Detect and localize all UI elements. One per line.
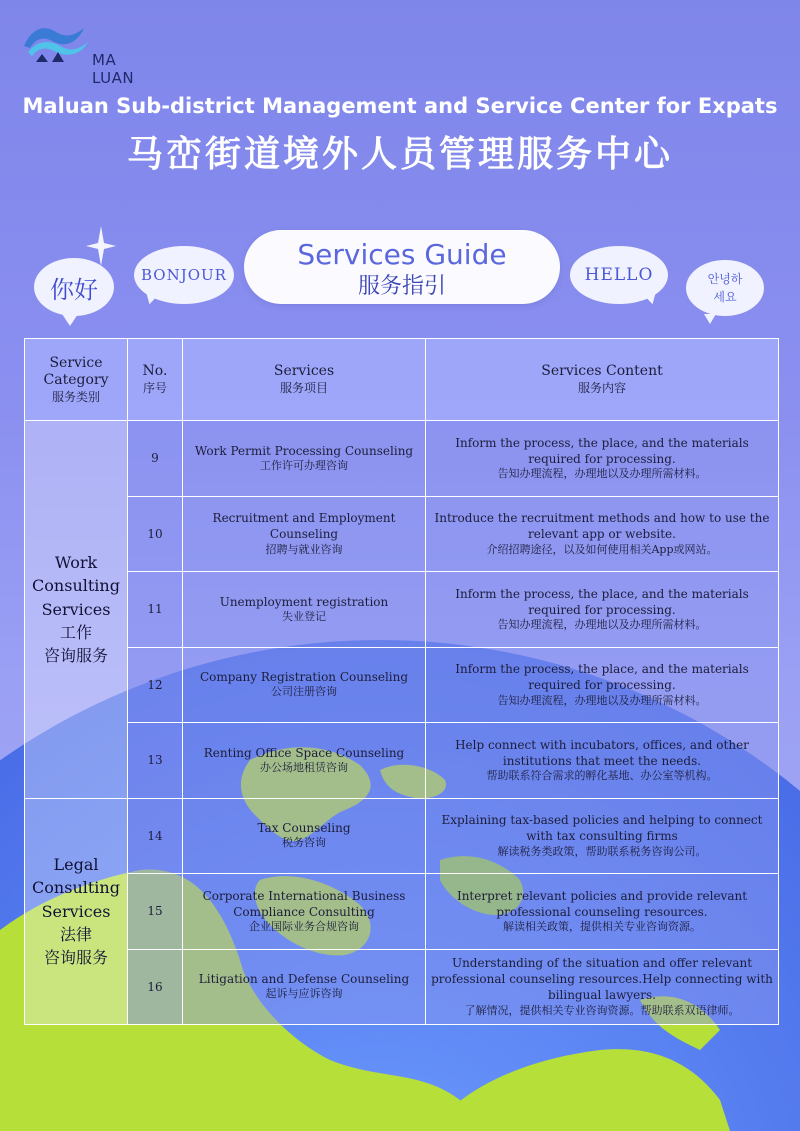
service-name-en: Corporate International Business Compliance Consulting [202, 888, 406, 919]
service-name-en: Work Permit Processing Counseling [194, 443, 414, 458]
service-content [426, 798, 779, 874]
category-line: Consulting [32, 878, 120, 898]
header-category-cn: 服务类别 [51, 389, 100, 404]
table-row [25, 723, 779, 799]
category-work-consulting [25, 421, 128, 799]
service-name-en: Tax Counseling [257, 821, 351, 836]
service-content [426, 421, 779, 497]
header-services-en: Services [273, 363, 335, 380]
header-no-cn: 序号 [142, 380, 167, 395]
greeting-nihao-text: 你好 [50, 275, 98, 304]
row-number: 14 [128, 798, 183, 874]
header-content-en: Services Content [541, 363, 663, 380]
service-name-en: Litigation and Defense Counseling [198, 972, 410, 987]
service-name-cn: 工作许可办理咨询 [260, 458, 348, 472]
greeting-hello-text: HELLO [584, 265, 654, 285]
service-name [183, 723, 426, 799]
service-name-cn: 起诉与应诉咨询 [265, 987, 343, 1001]
category-line: Services [41, 599, 111, 619]
header-content-cn: 服务内容 [577, 380, 626, 395]
greeting-bubble-bonjour [134, 246, 234, 304]
table-row [25, 949, 779, 1025]
service-content-cn: 告知办理流程，办理地以及办理所需材料。 [497, 618, 707, 632]
service-content-en: Interpret relevant policies and provide relevant professional counseling resources. [456, 888, 748, 919]
row-number: 10 [128, 496, 183, 572]
service-name-cn: 失业登记 [282, 609, 326, 623]
service-name-en: Company Registration Counseling [199, 670, 409, 685]
service-content-en: Understanding of the situation and offer relevant professional counseling resources.Help connecting with bilingual lawyers. [431, 956, 773, 1003]
service-name [183, 647, 426, 723]
service-name [183, 874, 426, 950]
category-line: Work [54, 553, 98, 573]
service-content-en: Inform the process, the place, and the materials required for processing. [455, 586, 749, 617]
service-content [426, 572, 779, 648]
service-name [183, 798, 426, 874]
service-name-en: Recruitment and Employment Counseling [212, 511, 396, 542]
greeting-bubble-hello [570, 246, 668, 304]
services-table [24, 338, 779, 1025]
service-content-en: Introduce the recruitment methods and how to use the relevant app or website. [434, 511, 770, 542]
ma-luan-logo [22, 18, 162, 87]
header-no [128, 339, 183, 421]
service-content-en: Explaining tax-based policies and helping to connect with tax consulting firms [441, 813, 763, 844]
service-content-cn: 解读税务类政策，帮助联系税务咨询公司。 [497, 844, 707, 858]
service-content-cn: 介绍招聘途径，以及如何使用相关App或网站。 [486, 542, 718, 556]
service-content-cn: 解读相关政策，提供相关专业咨询资源。 [503, 920, 701, 934]
header-no-en: No. [142, 363, 168, 380]
service-content-cn: 告知办理流程，办理地以及办理所需材料。 [497, 693, 707, 707]
guide-title-en: Services Guide [297, 238, 507, 271]
service-content-en: Inform the process, the place, and the materials required for processing. [455, 662, 749, 693]
table-row [25, 647, 779, 723]
table-row [25, 572, 779, 648]
service-name-cn: 企业国际业务合规咨询 [249, 920, 359, 934]
row-number: 9 [128, 421, 183, 497]
wave-logo-icon [22, 18, 92, 68]
page-title-cn: 马峦街道境外人员管理服务中心 [126, 134, 673, 175]
category-line: 咨询服务 [43, 646, 108, 666]
table-row [25, 874, 779, 950]
service-content [426, 496, 779, 572]
category-line: 法律 [59, 924, 92, 944]
service-content [426, 874, 779, 950]
category-line: Consulting [32, 576, 120, 596]
greeting-bonjour-text: BONJOUR [141, 266, 227, 284]
service-name [183, 421, 426, 497]
service-name-cn: 公司注册咨询 [271, 685, 337, 699]
header-services-cn: 服务项目 [279, 380, 328, 395]
header-category-en-1: Service [49, 354, 103, 371]
table-row [25, 421, 779, 497]
category-line: 咨询服务 [43, 948, 108, 968]
header-category [25, 339, 128, 421]
row-number: 15 [128, 874, 183, 950]
service-content-cn: 告知办理流程，办理地以及办理所需材料。 [497, 467, 707, 481]
greeting-korean-line2: 세요 [713, 290, 737, 304]
table-header-row [25, 339, 779, 421]
service-name-cn: 招聘与就业咨询 [265, 542, 343, 556]
service-content [426, 647, 779, 723]
table-row [25, 496, 779, 572]
table-row [25, 798, 779, 874]
service-content [426, 723, 779, 799]
service-content-cn: 了解情况，提供相关专业咨询资源。帮助联系双语律师。 [464, 1003, 740, 1017]
greeting-bubble-nihao [34, 258, 114, 316]
service-name [183, 949, 426, 1025]
header-services [183, 339, 426, 421]
service-name-en: Renting Office Space Counseling [203, 745, 405, 760]
row-number: 13 [128, 723, 183, 799]
service-name-cn: 办公场地租赁咨询 [260, 760, 348, 774]
service-content-cn: 帮助联系符合需求的孵化基地、办公室等机构。 [486, 769, 718, 783]
service-name [183, 496, 426, 572]
service-content [426, 949, 779, 1025]
greeting-bubble-korean [686, 260, 764, 316]
service-name [183, 572, 426, 648]
greeting-korean-line1: 안녕하 [707, 272, 743, 286]
category-line: Services [41, 901, 111, 921]
service-content-en: Help connect with incubators, offices, and other institutions that meet the needs. [455, 737, 749, 768]
category-line: Legal [53, 855, 99, 875]
row-number: 12 [128, 647, 183, 723]
row-number: 11 [128, 572, 183, 648]
service-name-en: Unemployment registration [219, 594, 389, 609]
category-line: 工作 [59, 622, 92, 642]
page-title-en: Maluan Sub-district Management and Service Center for Expats [22, 94, 778, 118]
guide-title-cn: 服务指引 [357, 274, 446, 299]
header-category-en-2: Category [43, 372, 109, 388]
header-content [426, 339, 779, 421]
service-name-cn: 税务咨询 [282, 836, 326, 850]
logo-text: MA LUAN [92, 51, 135, 87]
services-guide-banner [244, 230, 560, 304]
row-number: 16 [128, 949, 183, 1025]
category-legal-consulting [25, 798, 128, 1025]
service-content-en: Inform the process, the place, and the materials required for processing. [455, 435, 749, 466]
